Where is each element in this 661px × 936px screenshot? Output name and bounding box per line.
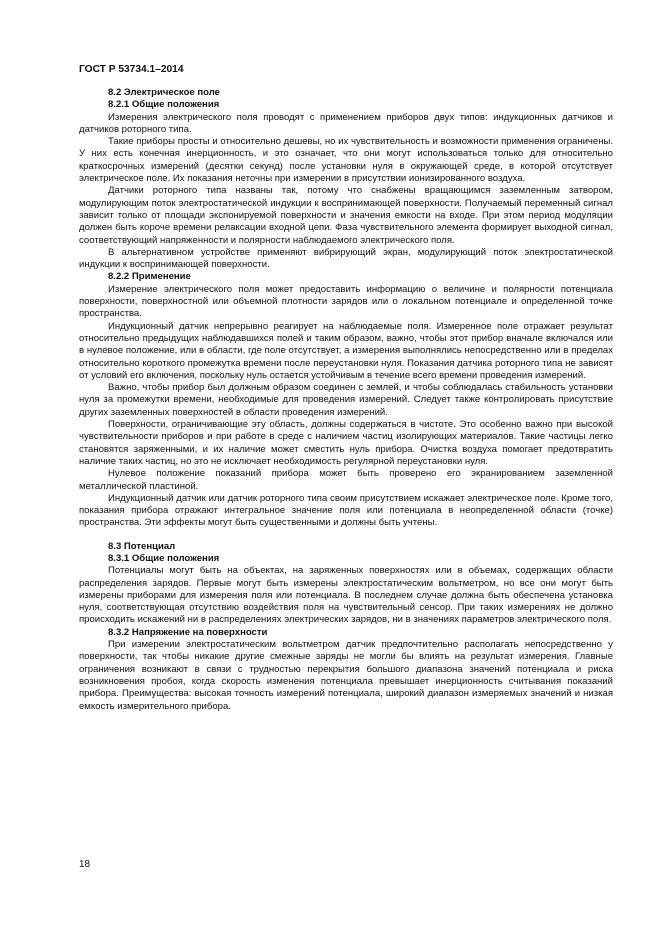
subsection-heading-8-3-2: 8.3.2 Напряжение на поверхности bbox=[108, 626, 268, 638]
paragraph: Измерение электрического поля может предоставить информацию о величине и полярности потенциала поверхности, поверхностной или объемной плотности зарядов или о локальном потенциале и определенной точке пространства. bbox=[79, 283, 613, 320]
document-header: ГОСТ Р 53734.1–2014 bbox=[79, 64, 184, 75]
paragraph: Потенциалы могут быть на объектах, на заряженных поверхностях или в объемах, содержащих области распределения зарядов. Первые могут быть измерены электростатическим вольтметром, но все они могут быть измерены приборами для измерения поля или потенциала. В последнем случае должна быть обеспечена установка нуля, соответствующая отсутствию воздействия поля на чувствительный сенсор. При таких измерениях не должно происходить искажений ни в распределениях электрических зарядов, ни в значениях параметров электрического поля. bbox=[79, 565, 613, 626]
page-number: 18 bbox=[79, 859, 91, 870]
paragraph: Датчики роторного типа названы так, потому что снабжены вращающимся заземленным затвором, модулирующим поток электростатической индукции к воспринимающей поверхности. Получаемый переменный сигнал зависит только от площади экспонируемой поверхности и значения емкости на входе. При этом период модуляции должен быть короче времени релаксации входной цепи. Фаза чувствительного элемента формирует выходной сигнал, соответствующий напряженности и полярности наблюдаемого электрического поля. bbox=[79, 185, 613, 246]
page-content bbox=[79, 87, 613, 713]
section-heading-8-3: 8.3 Потенциал bbox=[108, 540, 176, 552]
paragraph: Такие приборы просты и относительно дешевы, но их чувствительность и возможности применения ограничены. У них есть конечная инерционность, и это означает, что они могут использоваться только для относительно краткосрочных измерений (десятки секунд) после установки нуля в окружающей среде, в которой отсутствует электрическое поле. Их показания неточны при измерении в присутствии ионизированного воздуха. bbox=[79, 136, 613, 185]
subsection-heading-8-2-1: 8.2.1 Общие положения bbox=[108, 99, 220, 111]
paragraph: Индукционный датчик или датчик роторного типа своим присутствием искажает электрическое поле. Кроме того, показания прибора отражают интегральное значение поля или потенциала в неопределенной области (точке) пространства. Эти эффекты могут быть существенными и должны быть учтены. bbox=[79, 492, 613, 529]
subsection-heading-8-2-2: 8.2.2 Применение bbox=[108, 271, 191, 283]
paragraph: В альтернативном устройстве применяют вибрирующий экран, модулирующий поток электростатической индукции к воспринимающей поверхности. bbox=[79, 246, 613, 271]
section-heading-8-2: 8.2 Электрическое поле bbox=[108, 87, 220, 98]
paragraph: Нулевое положение показаний прибора может быть проверено его экранированием заземленной металлической пластиной. bbox=[79, 468, 613, 492]
paragraph: Измерения электрического поля проводят с применением приборов двух типов: индукционных датчиков и датчиков роторного типа. bbox=[79, 111, 613, 135]
section-spacer bbox=[79, 530, 613, 541]
paragraph: Важно, чтобы прибор был должным образом соединен с землей, и чтобы соблюдалась стабильность установки нуля за промежутки времени, необходимые для проведения измерений. Следует также контролировать присутствие других заземленных поверхностей в области проведения измерений. bbox=[79, 382, 613, 418]
paragraph: Поверхности, ограничивающие эту область, должны содержаться в чистоте. Это особенно важно при высокой чувствительности приборов и при работе в среде с наличием частиц изолирующих материалов. Такие частицы легко становятся заряженными, и их наличие может сместить нуль прибора. Очистка воздуха помогает предотвратить наличие таких частиц, но это не исключает необходимость регулярной переустановки нуля. bbox=[79, 419, 613, 467]
subsection-heading-8-3-1: 8.3.1 Общие положения bbox=[108, 552, 220, 564]
paragraph: Индукционный датчик непрерывно реагирует на наблюдаемые поля. Измеренное поле отражает результат относительно предыдущих наблюдавшихся полей и таким образом, важно, чтобы этот прибор вначале включался или в нулевое положение, или в области, где поле отсутствует, а измерения выполнялись непосредственно или в пределах относительно короткого промежутка времени после переустановки нуля. Показания датчика роторного типа не зависят от условий его включения, поскольку нуль остается устойчивым в течение всего времени проведения измерений. bbox=[79, 320, 613, 381]
paragraph: При измерении электростатическим вольтметром датчик предпочтительно располагать непосредственно у поверхности, так чтобы никакие другие смежные заряды не могли бы влиять на результат измерения. Главные ограничения возникают в связи с трудностью перекрытия большого диапазона значений потенциала и риска возникновения пробоя, когда скорость изменения потенциала превышает инерционность считывания показаний прибора. Преимущества: высокая точность измерений потенциала, широкий диапазон измеряемых значений и низкая емкость измерительного прибора. bbox=[79, 639, 613, 712]
